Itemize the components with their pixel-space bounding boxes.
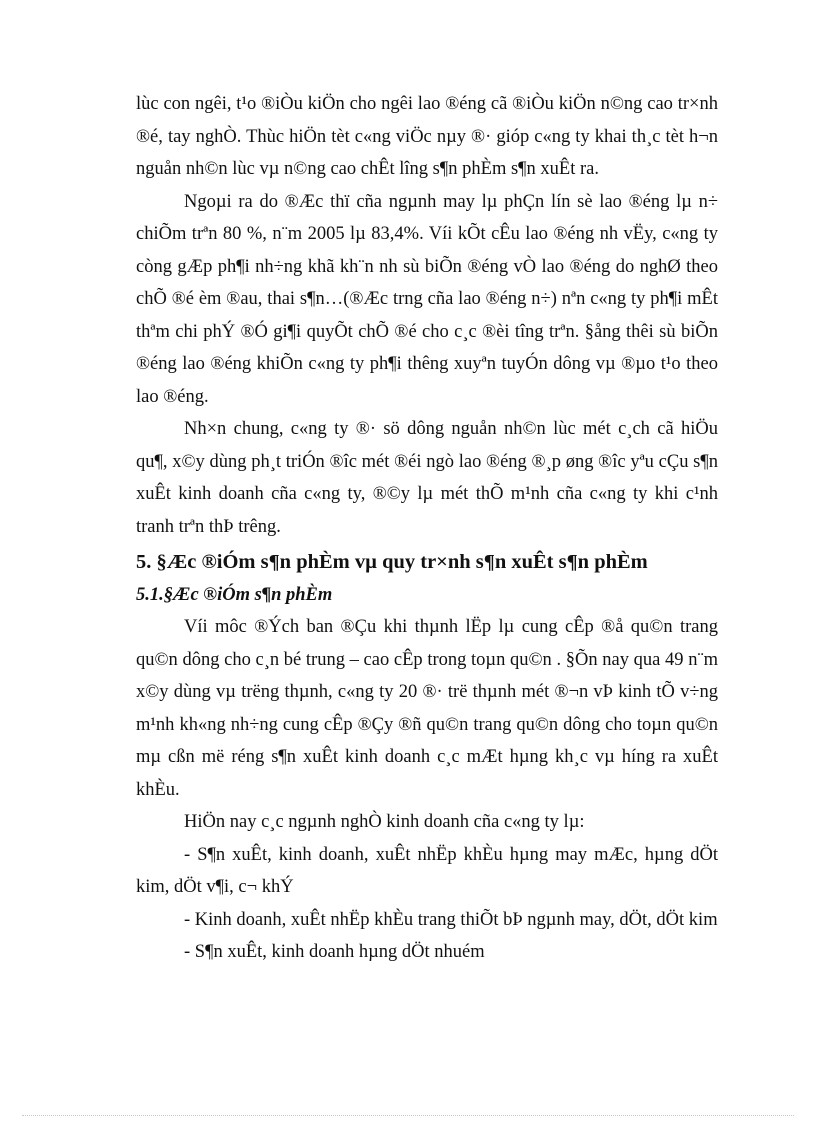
page-footer-divider — [22, 1115, 794, 1116]
section-heading: 5. §Æc ®iÓm s¶n phÈm vµ quy tr×nh s¶n xuÊt s¶n phÈm — [136, 551, 648, 573]
list-item: - S¶n xuÊt, kinh doanh, xuÊt nhËp khÈu hµng may mÆc, hµng dÖt kim, dÖt v¶i, c¬ khÝ — [136, 844, 718, 897]
paragraph: HiÖn nay c¸c ngµnh nghÒ kinh doanh cña c«ng ty lµ: — [184, 812, 585, 832]
list-item: - S¶n xuÊt, kinh doanh hµng dÖt nhuém — [184, 942, 485, 962]
subsection-heading: 5.1.§Æc ®iÓm s¶n phÈm — [136, 585, 333, 605]
document-page — [136, 88, 718, 969]
paragraph: Víi môc ®Ých ban ®Çu khi thµnh lËp lµ cung cÊp ®å qu©n trang qu©n dông cho c¸n bé trung – cao cÊp trong toµn qu©n . §Õn nay qua 49 n¨m x©y dùng vµ trëng thµnh, c«ng ty 20 ®· trë thµnh mét ®¬n vÞ kinh tÕ v÷ng m¹nh kh«ng nh÷ng cung cÊp ®Çy ®ñ qu©n trang qu©n dông cho toµn qu©n mµ cßn më réng s¶n xuÊt kinh doanh c¸c mÆt hµng kh¸c vµ híng ra xuÊt khÈu. — [136, 617, 718, 800]
paragraph: Ngoµi ra do ®Æc thï cña ngµnh may lµ phÇn lín sè lao ®éng lµ n÷ chiÕm trªn 80 %, n¨m 2005 lµ 83,4%. Víi kÕt cÊu lao ®éng nh vËy, c«ng ty còng gÆp ph¶i nh÷ng khã kh¨n nh sù biÕn ®éng vÒ lao ®éng do nghØ theo chÕ ®é èm ®au, thai s¶n…(®Æc trng cña lao ®éng n÷) nªn c«ng ty ph¶i mÊt thªm chi phÝ ®Ó gi¶i quyÕt chÕ ®é cho c¸c ®èi tîng trªn. §ång thêi sù biÕn ®éng lao ®éng khiÕn c«ng ty ph¶i thêng xuyªn tuyÓn dông vµ ®µo t¹o theo lao ®éng. — [136, 191, 718, 407]
paragraph: Nh×n chung, c«ng ty ®· sö dông nguån nh©n lùc mét c¸ch cã hiÖu qu¶, x©y dùng ph¸t triÓn ®îc mét ®éi ngò lao ®éng ®¸p øng ®îc yªu cÇu s¶n xuÊt kinh doanh cña c«ng ty, ®©y lµ mét thÕ m¹nh cña c«ng ty khi c¹nh tranh trªn thÞ trêng. — [136, 419, 718, 537]
list-item: - Kinh doanh, xuÊt nhËp khÈu trang thiÕt bÞ ngµnh may, dÖt, dÖt kim — [184, 909, 718, 930]
paragraph: lùc con ngêi, t¹o ®iÒu kiÖn cho ngêi lao ®éng cã ®iÒu kiÖn n©ng cao tr×nh ®é, tay nghÒ. Thùc hiÖn tèt c«ng viÖc nµy ®· gióp c«ng ty khai th¸c tèt h¬n nguån nh©n lùc vµ n©ng cao chÊt lîng s¶n phÈm s¶n xuÊt ra. — [136, 94, 718, 179]
